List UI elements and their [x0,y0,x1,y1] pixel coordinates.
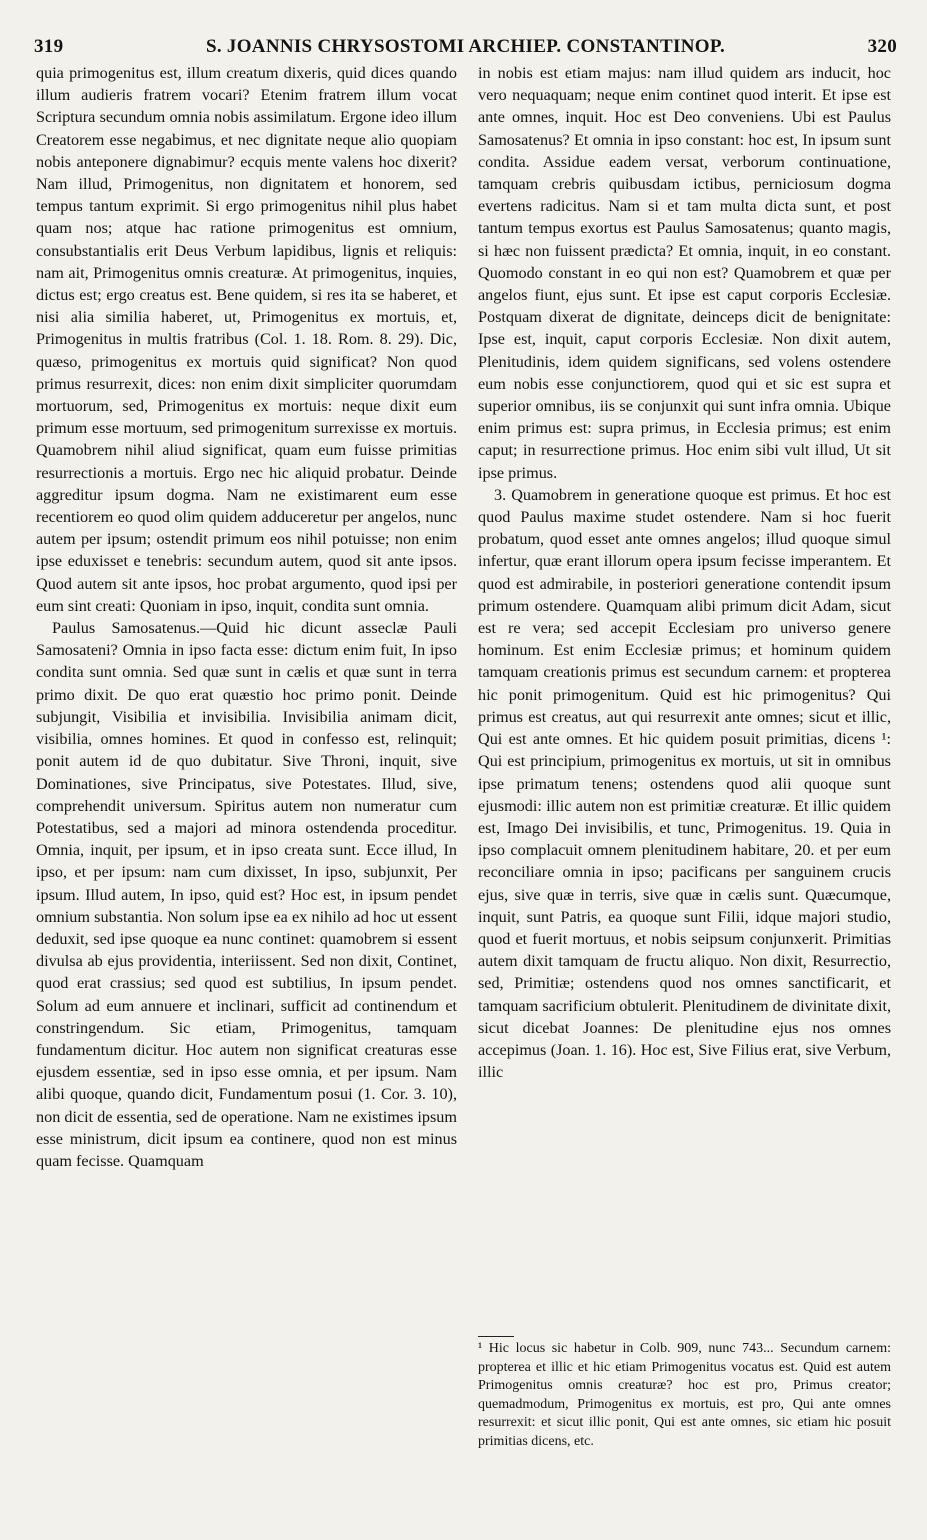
left-column [36,62,457,1172]
running-header [34,28,897,60]
paragraph: in nobis est etiam majus: nam illud quidem ars inducit, hoc vero nequaquam; neque enim continet quod interit. Et ipse est ante omnes, inquit. Hoc est Deo conveniens. Ubi est Paulus Samosatenus? Et omnia in ipso constant: hoc est, In ipsum sunt condita. Assidue eadem versat, verborum continuatione, tamquam crebris quibusdam ictibus, perniciosum dogma evertens radicitus. Nam si et tam multa dicta sunt, et post tantum tempus exortus est Paulus Samosatenus; quanto magis, si hæc non fuissent prædicta? Et omnia, inquit, in eo constant. Quomodo constant in eo qui non est? Quamobrem et quæ per angelos fiunt, ejus sunt. Et ipse est caput corporis Ecclesiæ. Postquam dixerat de dignitate, deinceps dicit de benignitate: Ipse est, inquit, caput corporis Ecclesiæ. Non dixit autem, Plenitudinis, idem quidem significans, sed volens ostendere eum nobis esse conjunctiorem, quod qui et sic est supra et superior omnibus, iis se conjunxit qui sunt infra omnia. Ubique enim primus est: supra primus, in Ecclesia primus; est enim caput; in resurrectione primus. Hoc enim sibi vult illud, Ut sit ipse primus. [478,64,891,482]
footnote: ¹ Hic locus sic habetur in Colb. 909, nunc 743... Secundum carnem: propterea et illic et hic etiam Primogenitus vocatus est. Quid est autem Primogenitus omnis creaturæ? hoc est pro, Primus creator; quemadmodum, Primogenitus ex mortuis, est pro, Qui ante omnes resurrexit: et sicut illic ponit, Qui est ante omnes, sic etiam hic posuit primitias dicens, etc. [478,1341,891,1449]
paragraph: quia primogenitus est, illum creatum dixeris, quid dices quando illum audieris fratrem vocari? Etenim fratrem illum vocat Scriptura secundum omnia nobis assimilatum. Ergone ideo illum Creatorem esse negabimus, et nec dignitate neque alio quopiam nobis anteponere dignabimur? ecquis mente valens hoc dixerit? Nam illud, Primogenitus, non dignitatem et honorem, sed tempus tantum exprimit. Si ergo primogenitus nihil plus habet quam nos; atque hac ratione primogenitus est omnium, consubstantialis erit Deus Verbum lapidibus, lignis et reliquis: nam ait, Primogenitus omnis creaturæ. At primogenitus, inquies, dictus est; ergo creatus est. Bene quidem, si res ita se haberet, et nisi alia similia haberet, ut, Primogenitus ex mortuis, et, Primogenitus in multis fratribus (Col. 1. 18. Rom. 8. 29). Dic, quæso, primogenitus ex mortuis quid significat? Non quod primus resurrexit, dices: non enim dixit simpliciter quorumdam mortuorum, sed, Primogenitus ex mortuis: neque dixit eum primum esse mortuum, sed primogenitum surrexisse ex mortuis. Quamobrem nihil aliud significat, quam eum fuisse primitias resurrectionis a mortuis. Ergo nec hic aliquid probatur. Deinde aggreditur ipsum dogma. Nam ne existimarent eum esse recentiorem eo quod olim quidem adduceretur per angelos, nunc autem per ipsum; ostendit primum eos nihil potuisse; non enim ipse eduxisset e tenebris: secundum autem, quod sit ante ipsos. Quod autem sit ante ipsos, hoc probat argumento, quod ipsi per eum sint creati: Quoniam in ipso, inquit, condita sunt omnia. [36,64,457,615]
page-number-right: 320 [867,36,897,57]
page-number-left: 319 [34,36,64,57]
paragraph: Paulus Samosatenus.—Quid hic dicunt asseclæ Pauli Samosateni? Omnia in ipso facta esse: dictum enim fuit, In ipso condita sunt omnia. Sed quæ sunt in cælis et quæ sunt in terra primo dixit. De quo erat quæstio hoc primo ponit. Deinde subjungit, Visibilia et invisibilia. Invisibilia animam dicit, visibilia, omnes homines. Et quod in confesso est, relinquit; ponit autem id de quo dubitatur. Sive Throni, inquit, sive Dominationes, sive Principatus, sive Potestates. Illud, sive, comprehendit universum. Spiritus autem non numeratur cum Potestatibus, sed a majori ad minora ostendenda proceditur. Omnia, inquit, per ipsum, et in ipso creata sunt. Ecce illud, In ipso, et per ipsum: nam cum dixisset, In ipso, subjunxit, Per ipsum. Illud autem, In ipso, quid est? Hoc est, in ipsum pendet omnium substantia. Non solum ipse ea ex nihilo ad hoc ut essent deduxit, sed ipse quoque ea nunc continet: quamobrem si essent divulsa ab ejus providentia, interiissent. Sed non dixit, Continet, quod erat crassius; sed quod est subtilius, In ipsum pendet. Solum ad eum annuere et inclinari, sufficit ad continendum et constringendum. Sic etiam, Primogenitus, tamquam fundamentum dicitur. Hoc autem non significat creaturas esse ejusdem essentiæ, sed in ipso esse omnia, et per ipsum. Nam alibi quoque, quando dicit, Fundamentum posui (1. Cor. 3. 10), non dicit de essentia, sed de operatione. Nam ne existimes ipsum esse ministrum, dicit ipsum ea continere, quod non est minus quam fecisse. Quamquam [36,619,457,1170]
paragraph: 3. Quamobrem in generatione quoque est primus. Et hoc est quod Paulus maxime studet ostendere. Nam si hoc fuerit probatum, quod esset ante omnes angelos; illud quoque simul infertur, quæ erant illorum opera ipsum fecisse imperantem. Et quod est admirabile, in posteriori generatione contendit ipsum primum ostendere. Quamquam alibi primum dicit Adam, sicut est re vera; sed accepit Ecclesiam pro universo genere hominum. Est enim Ecclesiæ primus; et hominum quidem tamquam creationis primus est secundum carnem: et propterea hic ponit primogenitum. Quid est hic primogenitus? Qui primus est creatus, aut qui resurrexit ante omnes; sicut et illic, Qui est ante omnes. Et hic quidem posuit primitias, dicens ¹: Qui est principium, primogenitus ex mortuis, ut sit in omnibus ipse primatum tenens; ostendens quod alii quoque sunt ejusmodi: illic autem non est primitiæ creaturæ. Et illic quidem est, Imago Dei invisibilis, et tunc, Primogenitus. 19. Quia in ipso complacuit omnem plenitudinem habitare, 20. et per eum reconciliare omnia in ipso; pacificans per sanguinem crucis ejus, sive quæ in terris, sive quæ in cælis sunt. Quæcumque, inquit, sunt Patris, ea quoque sunt Filii, idque majori studio, quod et fuerit mortuus, et nobis seipsum conjunxerit. Primitias autem dixit tamquam de fructu aliquo. Non dixit, Resurrectio, sed, Primitiæ; ostendens quod nos omnes sanctificarit, et tamquam sacrificium obtulerit. Plenitudinem de divinitate dixit, sicut dicebat Joannes: De plenitudine ejus nos omnes accepimus (Joan. 1. 16). Hoc est, Sive Filius erat, sive Verbum, illic [478,485,891,1082]
right-column [478,62,891,1083]
footnote-rule [478,1336,514,1337]
running-title: S. JOANNIS CHRYSOSTOMI ARCHIEP. CONSTANTINOP. [205,36,726,57]
